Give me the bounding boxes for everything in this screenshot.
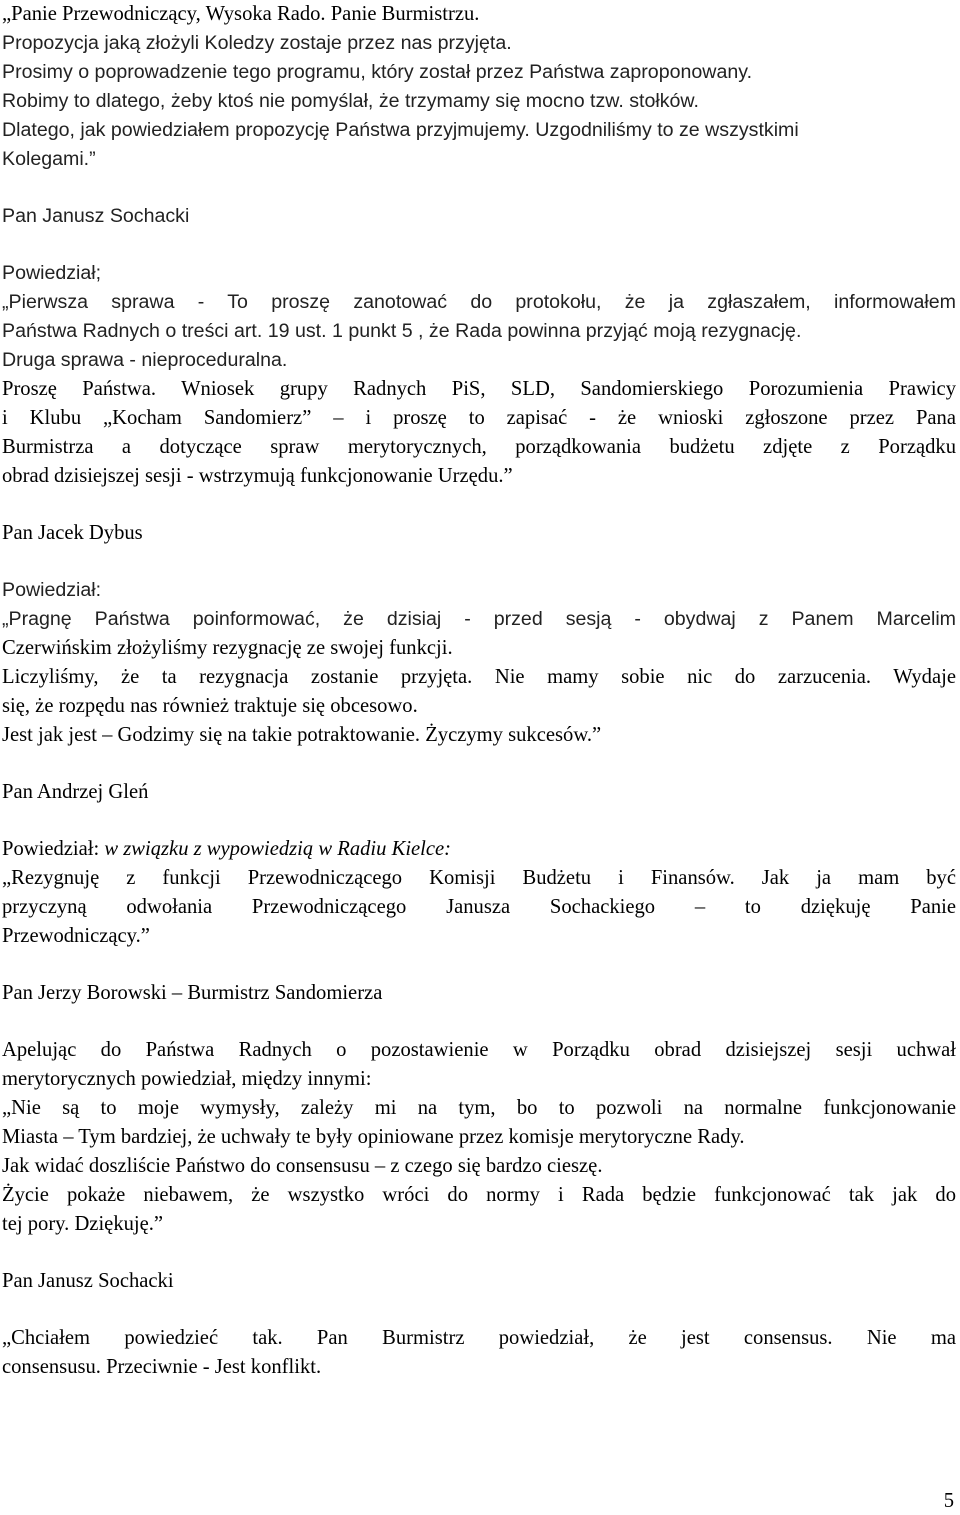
said-label-line — [2, 835, 956, 864]
said-label: Powiedział: — [2, 579, 102, 601]
speech-line: Życie pokaże niebawem, że wszystko wróci do normy i Rada będzie funkcjonować tak jak do — [2, 1184, 956, 1206]
speech-line: consensusu. Przeciwnie - Jest konflikt. — [2, 1356, 322, 1378]
speech-section-sochacki-1 — [2, 202, 956, 491]
speech-line: Burmistrza a dotyczące spraw merytorycznych, porządkowania budżetu zdjęte z Porządku — [2, 436, 956, 458]
speaker-name: Pan Janusz Sochacki — [2, 1270, 174, 1292]
speech-section-dybus — [2, 519, 956, 750]
speech-line: Przewodniczący.” — [2, 925, 150, 947]
speech-line: Proszę Państwa. Wniosek grupy Radnych PiS, SLD, Sandomierskiego Porozumienia Prawicy — [2, 378, 956, 400]
speech-line: przyczyną odwołania Przewodniczącego Janusza Sochackiego – to dziękuję Panie — [2, 896, 956, 918]
said-label: Powiedział; — [2, 262, 102, 284]
speech-section-sochacki-2 — [2, 1267, 956, 1382]
said-label: Powiedział: — [2, 838, 100, 860]
intro-line: „Panie Przewodniczący, Wysoka Rado. Panie Burmistrzu. — [2, 3, 480, 25]
speech-line: i Klubu „Kocham Sandomierz” – i proszę to zapisać - że wnioski zgłoszone przez Pana — [2, 407, 956, 429]
speech-line: „Pierwsza sprawa - To proszę zanotować do protokołu, że ja zgłaszałem, informowałem — [2, 291, 956, 313]
speech-line: „Nie są to moje wymysły, zależy mi na tym, bo to pozwoli na normalne funkcjonowanie — [2, 1097, 956, 1119]
speech-line: Apelując do Państwa Radnych o pozostawienie w Porządku obrad dzisiejszej sesji uchwał — [2, 1039, 956, 1061]
intro-line: Robimy to dlatego, żeby ktoś nie pomyślał, że trzymamy się mocno tzw. stołków. — [2, 90, 699, 112]
speech-line: „Rezygnuję z funkcji Przewodniczącego Komisji Budżetu i Finansów. Jak ja mam być — [2, 867, 956, 889]
speech-section-borowski — [2, 979, 956, 1239]
speech-line: Miasta – Tym bardziej, że uchwały te były opiniowane przez komisje merytoryczne Rady. — [2, 1126, 745, 1148]
speech-line: Liczyliśmy, że ta rezygnacja zostanie przyjęta. Nie mamy sobie nic do zarzucenia. Wydaje — [2, 666, 956, 688]
intro-line: Dlatego, jak powiedziałem propozycję Państwa przyjmujemy. Uzgodniliśmy to ze wszystkimi — [2, 119, 799, 141]
speech-line: obrad dzisiejszej sesji - wstrzymują funkcjonowanie Urzędu.” — [2, 465, 513, 487]
intro-line: Kolegami.” — [2, 148, 96, 170]
speech-line: Druga sprawa - nieproceduralna. — [2, 349, 288, 371]
speech-line: Państwa Radnych o treści art. 19 ust. 1 punkt 5 , że Rada powinna przyjąć moją rezygnację. — [2, 320, 802, 342]
speech-section-glen — [2, 778, 956, 951]
speaker-name: Pan Jerzy Borowski – Burmistrz Sandomierza — [2, 982, 383, 1004]
page-number: 5 — [943, 1490, 954, 1512]
speech-line: tej pory. Dziękuję.” — [2, 1213, 164, 1235]
speech-line: się, że rozpędu nas również traktuje się obcesowo. — [2, 695, 418, 717]
intro-line: Prosimy o poprowadzenie tego programu, który został przez Państwa zaproponowany. — [2, 61, 753, 83]
intro-paragraph — [2, 0, 956, 174]
speech-line: Jest jak jest – Godzimy się na takie potraktowanie. Życzymy sukcesów.” — [2, 724, 602, 746]
speaker-name: Pan Janusz Sochacki — [2, 205, 190, 227]
document-page — [2, 0, 956, 1382]
intro-line: Propozycja jaką złożyli Koledzy zostaje przez nas przyjęta. — [2, 32, 512, 54]
speech-line: Czerwińskim złożyliśmy rezygnację ze swojej funkcji. — [2, 637, 453, 659]
speech-line: „Pragnę Państwa poinformować, że dzisiaj - przed sesją - obydwaj z Panem Marcelim — [2, 608, 956, 630]
speech-line: „Chciałem powiedzieć tak. Pan Burmistrz powiedział, że jest consensus. Nie ma — [2, 1327, 956, 1349]
speech-line: Jak widać doszliście Państwo do consensusu – z czego się bardzo cieszę. — [2, 1155, 603, 1177]
speaker-name: Pan Jacek Dybus — [2, 522, 143, 544]
said-context: w związku z wypowiedzią w Radiu Kielce: — [104, 838, 452, 860]
speaker-name: Pan Andrzej Gleń — [2, 781, 149, 803]
speech-line: merytorycznych powiedział, między innymi: — [2, 1068, 372, 1090]
